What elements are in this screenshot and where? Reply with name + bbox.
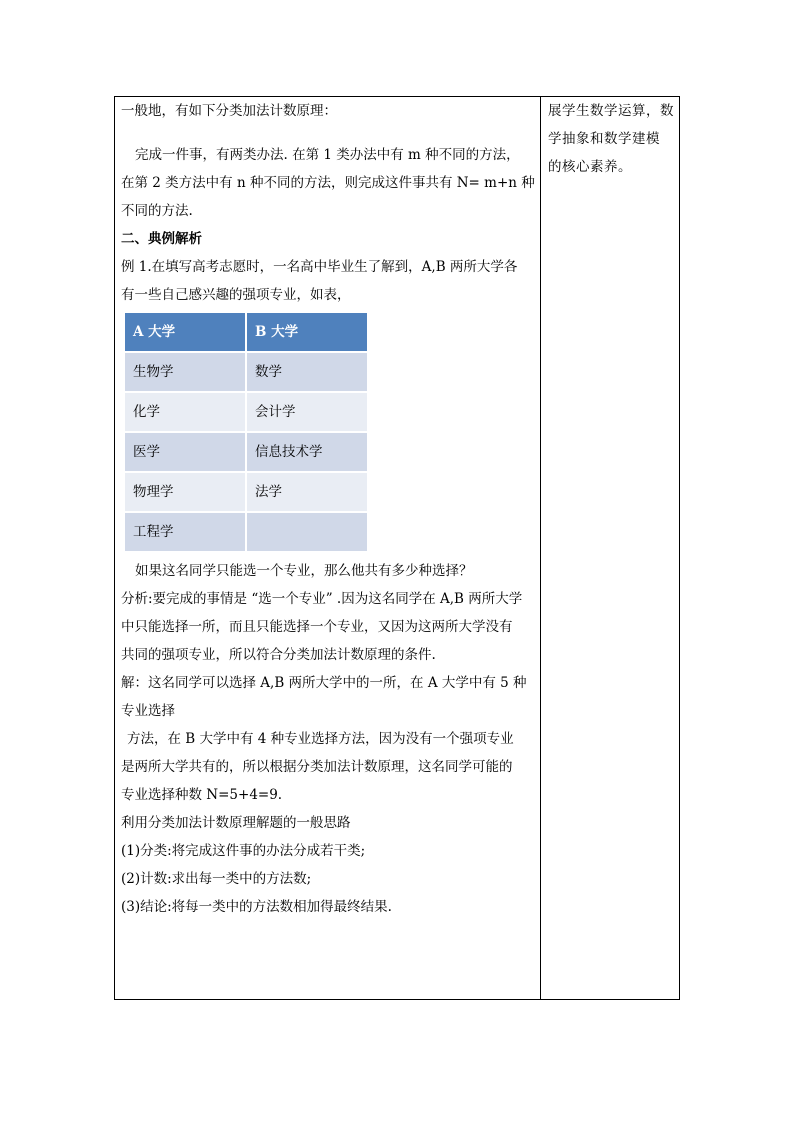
side-line-2: 学抽象和数学建模 xyxy=(548,131,660,147)
lesson-table xyxy=(114,96,680,1000)
column-divider xyxy=(540,97,541,999)
analysis-line-2: 中只能选择一所，而且只能选择一个专业，又因为这两所大学没有 xyxy=(121,619,513,635)
section-title: 二、典例解析 xyxy=(121,231,202,247)
solution-line-1: 解：这名同学可以选择 A,B 两所大学中的一所，在 A 大学中有 5 种 xyxy=(121,675,527,691)
principle-line-2: 在第 2 类方法中有 n 种不同的方法，则完成这件事共有 N= m+n 种 xyxy=(121,175,535,191)
table-cell: 化学 xyxy=(125,393,245,431)
method-title: 利用分类加法计数原理解题的一般思路 xyxy=(121,815,351,831)
table-header-b: B 大学 xyxy=(247,313,367,351)
analysis-line-3: 共同的强项专业，所以符合分类加法计数原理的条件. xyxy=(121,647,436,663)
table-cell: 医学 xyxy=(125,433,245,471)
table-cell: 会计学 xyxy=(247,393,367,431)
principle-line-3: 不同的方法. xyxy=(121,203,193,219)
side-line-1: 展学生数学运算，数 xyxy=(548,103,674,119)
table-cell: 工程学 xyxy=(125,513,245,551)
step-3: (3)结论:将每一类中的方法数相加得最终结果. xyxy=(121,899,392,915)
table-cell xyxy=(247,513,367,551)
intro-text: 一般地，有如下分类加法计数原理： xyxy=(121,103,337,119)
side-line-3: 的核心素养。 xyxy=(548,159,632,175)
side-notes-cell xyxy=(548,97,676,181)
university-majors-table xyxy=(123,311,369,553)
example-line-2: 有一些自己感兴趣的强项专业，如表， xyxy=(121,287,351,303)
analysis-line-1: 分析:要完成的事情是 “选一个专业” .因为这名同学在 A,B 两所大学 xyxy=(121,591,523,607)
solution-line-2: 专业选择 xyxy=(121,703,175,719)
table-cell: 法学 xyxy=(247,473,367,511)
solution-line-5: 专业选择种数 N=5+4=9. xyxy=(121,787,283,803)
table-cell: 数学 xyxy=(247,353,367,391)
example-line-1: 例 1.在填写高考志愿时，一名高中毕业生了解到，A,B 两所大学各 xyxy=(121,259,518,275)
table-row xyxy=(125,433,367,471)
table-cell: 生物学 xyxy=(125,353,245,391)
table-row xyxy=(125,353,367,391)
question-text: 如果这名同学只能选一个专业，那么他共有多少种选择？ xyxy=(135,563,473,579)
main-content-cell xyxy=(121,97,536,921)
table-cell: 物理学 xyxy=(125,473,245,511)
solution-line-3: 方法，在 B 大学中有 4 种专业选择方法，因为没有一个强项专业 xyxy=(127,731,514,747)
solution-line-4: 是两所大学共有的，所以根据分类加法计数原理，这名同学可能的 xyxy=(121,759,513,775)
table-row xyxy=(125,513,367,551)
table-row xyxy=(125,393,367,431)
step-2: (2)计数:求出每一类中的方法数; xyxy=(121,871,312,887)
table-row xyxy=(125,473,367,511)
step-1: (1)分类:将完成这件事的办法分成若干类; xyxy=(121,843,366,859)
principle-line-1: 完成一件事，有两类办法. 在第 1 类办法中有 m 种不同的方法， xyxy=(135,147,520,163)
table-cell: 信息技术学 xyxy=(247,433,367,471)
table-header-a: A 大学 xyxy=(125,313,245,351)
